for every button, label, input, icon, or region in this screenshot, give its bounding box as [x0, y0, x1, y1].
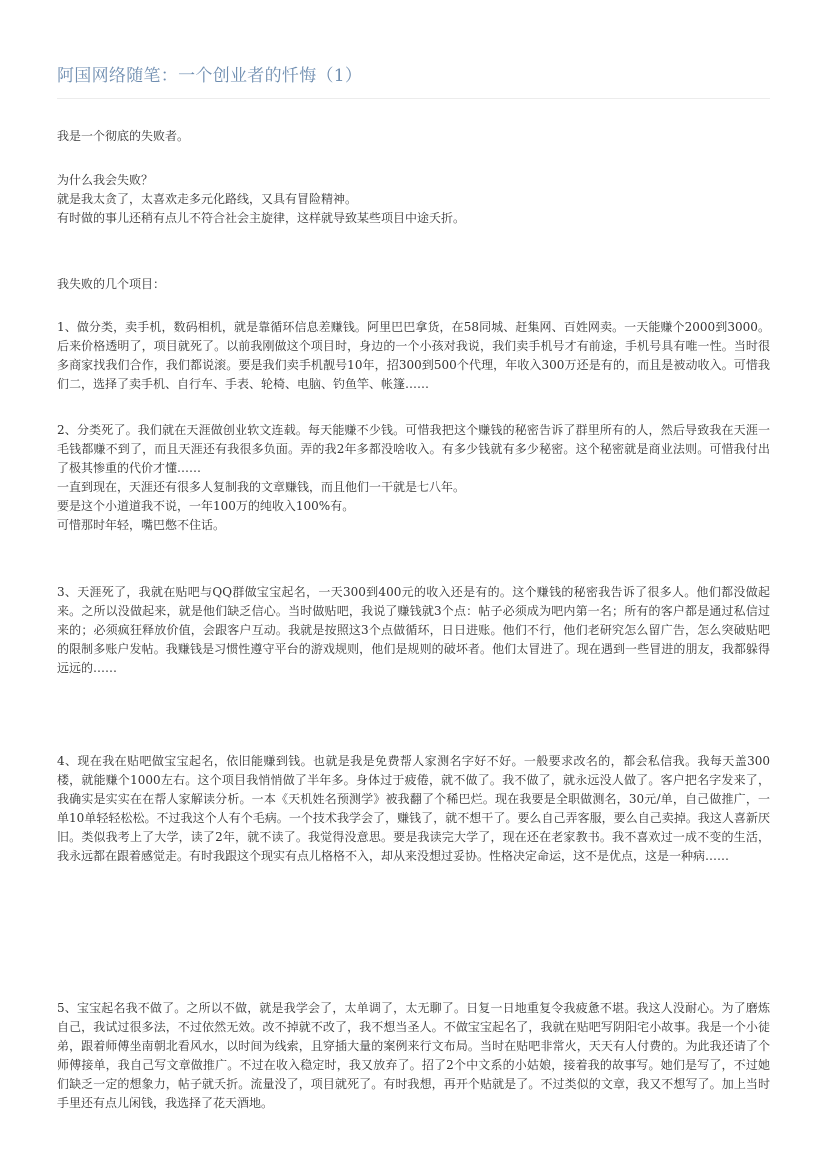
text-line: 2、分类死了。我们就在天涯做创业软文连载。每天能赚不少钱。可惜我把这个赚钱的秘密告诉了群里所有的人，然后导致我在天涯一毛钱都赚不到了，而且天涯还有我很多负面。弄的我2年多都没啥收入。有多少钱就有多少秘密。这个秘密就是商业法则。可惜我付出了极其惨重的代价才懂…… — [57, 423, 770, 475]
text-line: 5、宝宝起名我不做了。之所以不做，就是我学会了，太单调了，太无聊了。日复一日地重复令我疲惫不堪。我这人没耐心。为了磨炼自己，我试过很多法，不过依然无效。改不掉就不改了，我不想当圣人。不做宝宝起名了，我就在贴吧写阴阳宅小故事。我是一个小徒弟，跟着师傅坐南朝北看风水，以时间为线索，且穿插大量的案例来行文布局。当时在贴吧非常火，天天有人付费的。为此我还请了个师傅接单，我自己写文章做推广。不过在收入稳定时，我又放弃了。招了2个中文系的小姑娘，接着我的故事写。她们是写了，不过她们缺乏一定的想象力，帖子就夭折。流量没了，项目就死了。有时我想，再开个贴就是了。不过类似的文章，我又不想写了。加上当时手里还有点儿闲钱，我选择了花天酒地。 — [57, 1001, 770, 1110]
paragraph-project-5 — [57, 999, 770, 1113]
text-line: 我失败的几个项目： — [57, 277, 166, 291]
paragraph-project-2 — [57, 421, 770, 535]
paragraph-projects-heading — [57, 275, 770, 294]
text-line: 3、天涯死了，我就在贴吧与QQ群做宝宝起名，一天300到400元的收入还是有的。这个赚钱的秘密我告诉了很多人。他们都没做起来。之所以没做起来，就是他们缺乏信心。当时做贴吧，我说了赚钱就3个点：帖子必须成为吧内第一名；所有的客户都是通过私信过来的；必须疯狂释放价值，会跟客户互动。我就是按照这3个点做循环，日日进账。他们不行，他们老研究怎么留广告，怎么突破贴吧的限制多账户发帖。我赚钱是习惯性遵守平台的游戏规则，他们是规则的破坏者。他们太冒进了。现在遇到一些冒进的朋友，我都躲得远远的…… — [57, 585, 770, 675]
paragraph-why-fail — [57, 171, 770, 228]
text-line: 1、做分类，卖手机，数码相机，就是靠循环信息差赚钱。阿里巴巴拿货，在58同城、赶集网、百姓网卖。一天能赚个2000到3000。后来价格透明了，项目就死了。以前我刚做这个项目时，身边的一个小孩对我说，我们卖手机号才有前途，手机号具有唯一性。当时很多商家找我们合作，我们都说滚。要是我们卖手机靓号10年，招300到500个代理，年收入300万还是有的，而且是被动收入。可惜我们二，选择了卖手机、自行车、手表、轮椅、电脑、钓鱼竿、帐篷…… — [57, 320, 770, 391]
text-line: 4、现在我在贴吧做宝宝起名，依旧能赚到钱。也就是我是免费帮人家测名字好不好。一般要求改名的，都会私信我。我每天盖300楼，就能赚个1000左右。这个项目我悄悄做了半年多。身体过于疲倦，就不做了。我不做了，就永远没人做了。客户把名字发来了，我确实是实实在在帮人家解读分析。一本《天机姓名预测学》被我翻了个稀巴烂。现在我要是全职做测名，30元/单，自己做推广，一单10单轻轻松松。不过我这个人有个毛病。一个技术我学会了，赚钱了，就不想干了。要么自己弄客服，要么自己卖掉。我这人喜新厌旧。类似我考上了大学，读了2年，就不读了。我觉得没意思。要是我读完大学了，现在还在老家教书。我不喜欢过一成不变的生活，我永远都在跟着感觉走。有时我跟这个现实有点儿格格不入，却从来没想过妥协。性格决定命运，这不是优点，这是一种病…… — [57, 754, 770, 863]
text-line: 我是一个彻底的失败者。 — [57, 129, 190, 143]
text-line: 为什么我会失败？ — [57, 173, 154, 187]
document-title: 阿国网络随笔：一个创业者的忏悔（1） — [57, 66, 363, 86]
title-divider — [57, 98, 770, 99]
text-line: 一直到现在，天涯还有很多人复制我的文章赚钱，而且他们一干就是七八年。 — [57, 480, 466, 494]
paragraph-project-1 — [57, 318, 770, 394]
text-line: 就是我太贪了，太喜欢走多元化路线，又具有冒险精神。 — [57, 192, 358, 206]
text-line: 有时做的事儿还稍有点儿不符合社会主旋律，这样就导致某些项目中途夭折。 — [57, 211, 466, 225]
text-line: 可惜那时年轻，嘴巴憋不住话。 — [57, 518, 226, 532]
text-line: 要是这个小道道我不说，一年100万的纯收入100%有。 — [57, 499, 355, 513]
paragraph-project-4 — [57, 752, 770, 866]
paragraph-project-3 — [57, 583, 770, 678]
paragraph-intro — [57, 127, 770, 146]
